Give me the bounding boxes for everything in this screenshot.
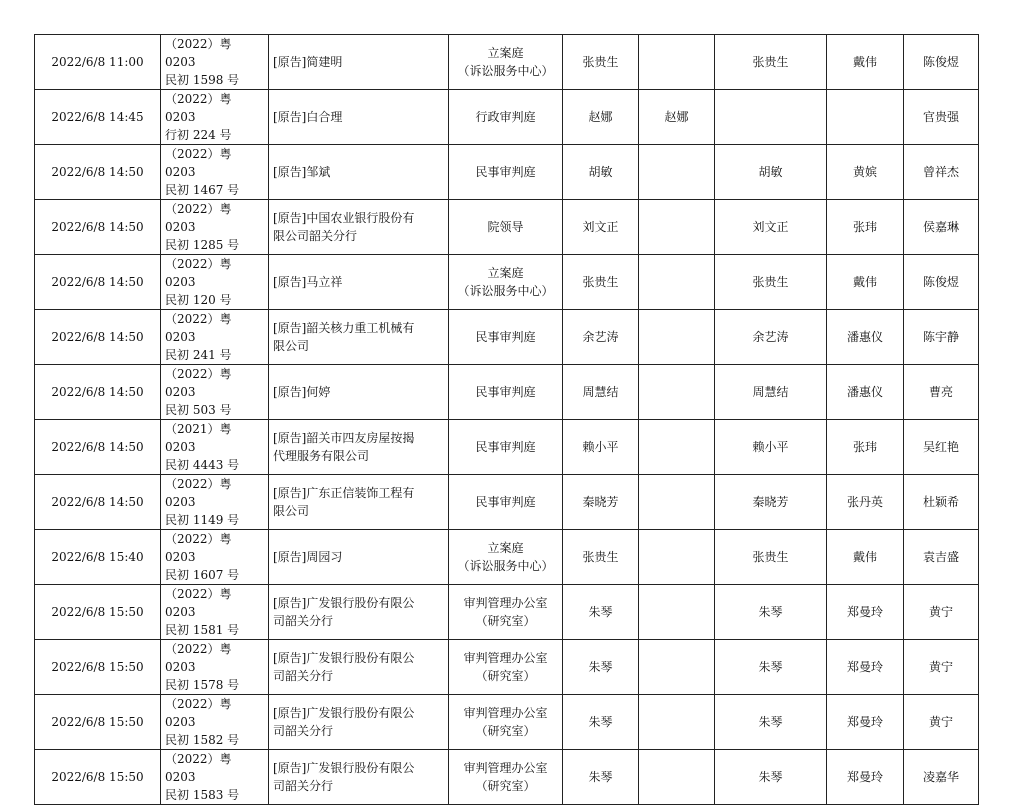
juror-cell: 郑曼玲 <box>827 585 904 640</box>
judge-cell: 朱琴 <box>563 585 639 640</box>
case-number-cell <box>161 640 269 695</box>
dept-line: 民事审判庭 <box>475 495 536 509</box>
table-row <box>35 475 979 530</box>
panel-member-cell: 刘文正 <box>715 200 827 255</box>
table-row <box>35 145 979 200</box>
panel-member-cell: 朱琴 <box>715 585 827 640</box>
dept-line: 立案庭 <box>487 46 524 60</box>
presiding-judge-cell <box>639 585 715 640</box>
hearing-time-cell: 2022/6/8 14:50 <box>35 145 161 200</box>
presiding-judge-cell <box>639 475 715 530</box>
court-schedule-table <box>34 34 979 805</box>
party-line: 司韶关分行 <box>273 669 334 683</box>
hearing-time-cell: 2022/6/8 15:50 <box>35 695 161 750</box>
juror-cell: 戴伟 <box>827 530 904 585</box>
party-cell <box>269 145 449 200</box>
party-cell <box>269 310 449 365</box>
party-cell <box>269 365 449 420</box>
judge-cell: 刘文正 <box>563 200 639 255</box>
hearing-time-cell: 2022/6/8 14:50 <box>35 200 161 255</box>
case-number-cell <box>161 145 269 200</box>
case-line: （2022）粤 0203 <box>165 92 232 124</box>
case-line: （2022）粤 0203 <box>165 642 232 674</box>
case-number-cell <box>161 420 269 475</box>
presiding-judge-cell <box>639 530 715 585</box>
dept-line: （诉讼服务中心） <box>457 284 554 298</box>
party-line: [原告]韶关核力重工机械有 <box>273 321 415 335</box>
party-line: 限公司韶关分行 <box>273 229 358 243</box>
case-line: 民初 1583 号 <box>165 788 240 802</box>
department-cell <box>449 90 563 145</box>
hearing-time-cell: 2022/6/8 14:50 <box>35 365 161 420</box>
presiding-judge-cell <box>639 145 715 200</box>
juror-cell <box>827 90 904 145</box>
party-line: 司韶关分行 <box>273 724 334 738</box>
hearing-time-cell: 2022/6/8 14:50 <box>35 475 161 530</box>
department-cell <box>449 640 563 695</box>
dept-line: 民事审判庭 <box>475 385 536 399</box>
presiding-judge-cell <box>639 365 715 420</box>
department-cell <box>449 585 563 640</box>
clerk-cell: 陈俊煜 <box>904 35 979 90</box>
juror-cell: 郑曼玲 <box>827 640 904 695</box>
dept-line: （诉讼服务中心） <box>457 559 554 573</box>
presiding-judge-cell: 赵娜 <box>639 90 715 145</box>
case-line: 民初 1467 号 <box>165 183 240 197</box>
panel-member-cell: 张贵生 <box>715 255 827 310</box>
panel-member-cell: 秦晓芳 <box>715 475 827 530</box>
schedule-body <box>35 35 979 805</box>
table-row <box>35 750 979 805</box>
department-cell <box>449 750 563 805</box>
dept-line: （研究室） <box>475 779 536 793</box>
party-line: [原告]中国农业银行股份有 <box>273 211 415 225</box>
party-line: [原告]韶关市四友房屋按揭 <box>273 431 415 445</box>
juror-cell: 张玮 <box>827 420 904 475</box>
hearing-time-cell: 2022/6/8 14:50 <box>35 255 161 310</box>
table-row <box>35 640 979 695</box>
hearing-time-cell: 2022/6/8 15:50 <box>35 585 161 640</box>
judge-cell: 秦晓芳 <box>563 475 639 530</box>
hearing-time-cell: 2022/6/8 14:45 <box>35 90 161 145</box>
judge-cell: 朱琴 <box>563 640 639 695</box>
juror-cell: 戴伟 <box>827 35 904 90</box>
hearing-time-cell: 2022/6/8 14:50 <box>35 310 161 365</box>
case-line: （2022）粤 0203 <box>165 202 232 234</box>
dept-line: 审判管理办公室 <box>463 651 548 665</box>
judge-cell: 张贵生 <box>563 255 639 310</box>
hearing-time-cell: 2022/6/8 15:50 <box>35 750 161 805</box>
party-cell <box>269 585 449 640</box>
dept-line: （研究室） <box>475 614 536 628</box>
case-number-cell <box>161 35 269 90</box>
juror-cell: 潘惠仪 <box>827 310 904 365</box>
panel-member-cell <box>715 90 827 145</box>
clerk-cell: 曾祥杰 <box>904 145 979 200</box>
table-row <box>35 530 979 585</box>
clerk-cell: 杜颖希 <box>904 475 979 530</box>
party-line: 限公司 <box>273 504 310 518</box>
case-line: 民初 1598 号 <box>165 73 240 87</box>
case-line: 民初 241 号 <box>165 348 232 362</box>
department-cell <box>449 420 563 475</box>
case-number-cell <box>161 695 269 750</box>
clerk-cell: 黄宁 <box>904 640 979 695</box>
hearing-time-cell: 2022/6/8 14:50 <box>35 420 161 475</box>
case-number-cell <box>161 310 269 365</box>
clerk-cell: 黄宁 <box>904 695 979 750</box>
hearing-time-cell: 2022/6/8 11:00 <box>35 35 161 90</box>
clerk-cell: 吴红艳 <box>904 420 979 475</box>
party-cell <box>269 750 449 805</box>
case-number-cell <box>161 585 269 640</box>
panel-member-cell: 余艺涛 <box>715 310 827 365</box>
clerk-cell: 曹亮 <box>904 365 979 420</box>
party-cell <box>269 475 449 530</box>
table-row <box>35 310 979 365</box>
party-line: 限公司 <box>273 339 310 353</box>
case-line: 民初 4443 号 <box>165 458 240 472</box>
case-line: （2022）粤 0203 <box>165 697 232 729</box>
clerk-cell: 官贵强 <box>904 90 979 145</box>
juror-cell: 郑曼玲 <box>827 750 904 805</box>
dept-line: 民事审判庭 <box>475 440 536 454</box>
party-line: [原告]邹斌 <box>273 165 331 179</box>
clerk-cell: 侯嘉琳 <box>904 200 979 255</box>
dept-line: 立案庭 <box>487 266 524 280</box>
panel-member-cell: 张贵生 <box>715 35 827 90</box>
panel-member-cell: 朱琴 <box>715 640 827 695</box>
case-line: 行初 224 号 <box>165 128 232 142</box>
case-line: （2021）粤 0203 <box>165 422 232 454</box>
dept-line: 立案庭 <box>487 541 524 555</box>
department-cell <box>449 365 563 420</box>
table-row <box>35 255 979 310</box>
case-line: 民初 120 号 <box>165 293 232 307</box>
hearing-time-cell: 2022/6/8 15:40 <box>35 530 161 585</box>
dept-line: 行政审判庭 <box>475 110 536 124</box>
party-line: [原告]广发银行股份有限公 <box>273 651 415 665</box>
party-line: [原告]广东正信装饰工程有 <box>273 486 415 500</box>
case-line: 民初 1149 号 <box>165 513 240 527</box>
dept-line: 审判管理办公室 <box>463 596 548 610</box>
judge-cell: 张贵生 <box>563 35 639 90</box>
department-cell <box>449 255 563 310</box>
judge-cell: 胡敏 <box>563 145 639 200</box>
judge-cell: 赖小平 <box>563 420 639 475</box>
judge-cell: 朱琴 <box>563 695 639 750</box>
party-cell <box>269 90 449 145</box>
department-cell <box>449 200 563 255</box>
clerk-cell: 袁吉盛 <box>904 530 979 585</box>
presiding-judge-cell <box>639 310 715 365</box>
party-line: [原告]马立祥 <box>273 275 343 289</box>
panel-member-cell: 赖小平 <box>715 420 827 475</box>
party-cell <box>269 695 449 750</box>
presiding-judge-cell <box>639 640 715 695</box>
department-cell <box>449 310 563 365</box>
dept-line: 审判管理办公室 <box>463 706 548 720</box>
judge-cell: 张贵生 <box>563 530 639 585</box>
juror-cell: 黄嫔 <box>827 145 904 200</box>
party-cell <box>269 35 449 90</box>
juror-cell: 张丹英 <box>827 475 904 530</box>
case-number-cell <box>161 255 269 310</box>
case-line: （2022）粤 0203 <box>165 37 232 69</box>
clerk-cell: 陈宇静 <box>904 310 979 365</box>
party-line: [原告]白合理 <box>273 110 343 124</box>
panel-member-cell: 周慧结 <box>715 365 827 420</box>
party-cell <box>269 420 449 475</box>
juror-cell: 潘惠仪 <box>827 365 904 420</box>
department-cell <box>449 145 563 200</box>
party-line: 代理服务有限公司 <box>273 449 370 463</box>
dept-line: 民事审判庭 <box>475 330 536 344</box>
case-number-cell <box>161 475 269 530</box>
presiding-judge-cell <box>639 695 715 750</box>
case-number-cell <box>161 750 269 805</box>
case-line: （2022）粤 0203 <box>165 752 232 784</box>
department-cell <box>449 530 563 585</box>
case-number-cell <box>161 365 269 420</box>
dept-line: 院领导 <box>487 220 524 234</box>
table-row <box>35 200 979 255</box>
table-row <box>35 90 979 145</box>
department-cell <box>449 35 563 90</box>
party-line: [原告]何婷 <box>273 385 331 399</box>
party-line: 司韶关分行 <box>273 614 334 628</box>
party-cell <box>269 200 449 255</box>
party-cell <box>269 255 449 310</box>
table-row <box>35 365 979 420</box>
department-cell <box>449 695 563 750</box>
dept-line: （诉讼服务中心） <box>457 64 554 78</box>
dept-line: （研究室） <box>475 724 536 738</box>
case-line: 民初 1285 号 <box>165 238 240 252</box>
presiding-judge-cell <box>639 420 715 475</box>
panel-member-cell: 胡敏 <box>715 145 827 200</box>
case-line: （2022）粤 0203 <box>165 532 232 564</box>
party-line: [原告]广发银行股份有限公 <box>273 706 415 720</box>
case-number-cell <box>161 530 269 585</box>
table-row <box>35 420 979 475</box>
case-line: （2022）粤 0203 <box>165 312 232 344</box>
clerk-cell: 黄宁 <box>904 585 979 640</box>
case-line: 民初 1581 号 <box>165 623 240 637</box>
judge-cell: 朱琴 <box>563 750 639 805</box>
clerk-cell: 陈俊煜 <box>904 255 979 310</box>
hearing-time-cell: 2022/6/8 15:50 <box>35 640 161 695</box>
party-line: [原告]简建明 <box>273 55 343 69</box>
panel-member-cell: 朱琴 <box>715 695 827 750</box>
case-line: （2022）粤 0203 <box>165 587 232 619</box>
judge-cell: 余艺涛 <box>563 310 639 365</box>
party-line: 司韶关分行 <box>273 779 334 793</box>
dept-line: 民事审判庭 <box>475 165 536 179</box>
presiding-judge-cell <box>639 750 715 805</box>
case-number-cell <box>161 200 269 255</box>
case-line: 民初 1578 号 <box>165 678 240 692</box>
party-cell <box>269 640 449 695</box>
judge-cell: 周慧结 <box>563 365 639 420</box>
panel-member-cell: 张贵生 <box>715 530 827 585</box>
case-number-cell <box>161 90 269 145</box>
party-cell <box>269 530 449 585</box>
panel-member-cell: 朱琴 <box>715 750 827 805</box>
party-line: [原告]广发银行股份有限公 <box>273 596 415 610</box>
clerk-cell: 凌嘉华 <box>904 750 979 805</box>
party-line: [原告]广发银行股份有限公 <box>273 761 415 775</box>
presiding-judge-cell <box>639 35 715 90</box>
juror-cell: 戴伟 <box>827 255 904 310</box>
juror-cell: 张玮 <box>827 200 904 255</box>
party-line: [原告]周园习 <box>273 550 343 564</box>
table-row <box>35 585 979 640</box>
case-line: （2022）粤 0203 <box>165 147 232 179</box>
table-row <box>35 695 979 750</box>
case-line: 民初 503 号 <box>165 403 232 417</box>
case-line: （2022）粤 0203 <box>165 477 232 509</box>
case-line: 民初 1582 号 <box>165 733 240 747</box>
case-line: （2022）粤 0203 <box>165 257 232 289</box>
case-line: 民初 1607 号 <box>165 568 240 582</box>
table-row <box>35 35 979 90</box>
case-line: （2022）粤 0203 <box>165 367 232 399</box>
dept-line: （研究室） <box>475 669 536 683</box>
department-cell <box>449 475 563 530</box>
presiding-judge-cell <box>639 200 715 255</box>
juror-cell: 郑曼玲 <box>827 695 904 750</box>
presiding-judge-cell <box>639 255 715 310</box>
dept-line: 审判管理办公室 <box>463 761 548 775</box>
judge-cell: 赵娜 <box>563 90 639 145</box>
